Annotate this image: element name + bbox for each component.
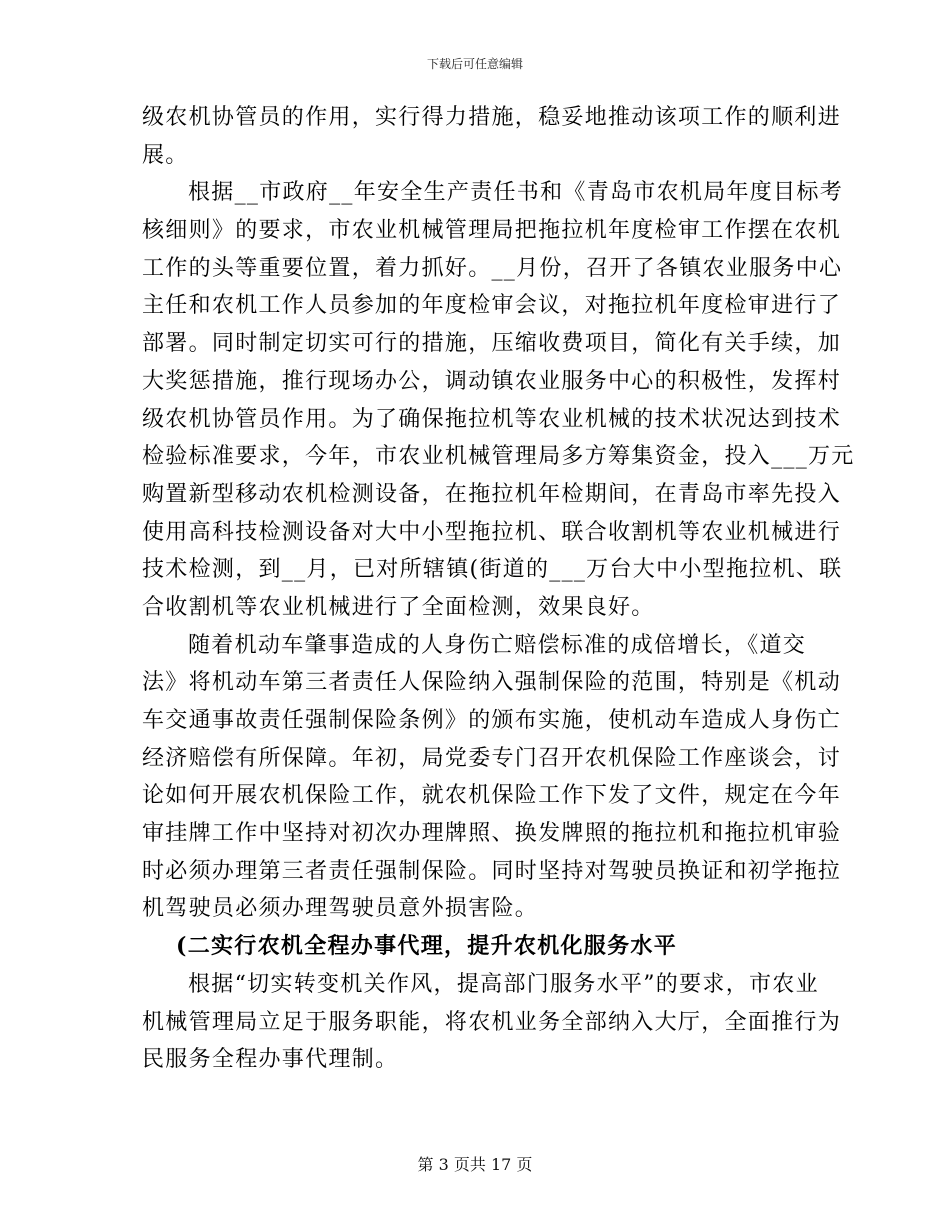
text-line: 机驾驶员必须办理驾驶员意外损害险。 <box>142 896 539 922</box>
text-line: 核细则》的要求，市农业机械管理局把拖拉机年度检审工作摆在农机 <box>142 218 842 244</box>
text-line: 使用高科技检测设备对大中小型拖拉机、联合收割机等农业机械进行 <box>142 519 842 545</box>
text-line: 合收割机等农业机械进行了全面检测，效果良好。 <box>142 594 655 620</box>
text-line: 展。 <box>142 142 189 168</box>
text-line: 审挂牌工作中坚持对初次办理牌照、换发牌照的拖拉机和拖拉机审验 <box>142 821 842 847</box>
text-line: 经济赔偿有所保障。年初，局党委专门召开农机保险工作座谈会，讨 <box>142 745 842 771</box>
text-line: 检验标准要求，今年，市农业机械管理局多方筹集资金，投入___万元 <box>142 444 855 470</box>
text-line: 级农机协管员的作用，实行得力措施，稳妥地推动该项工作的顺利进 <box>142 105 842 130</box>
text-line: 民服务全程办事代理制。 <box>142 1047 399 1073</box>
section-heading: (二实行农机全程办事代理，提升农机化服务水平 <box>176 933 678 960</box>
paragraph-start: 根据“切实转变机关作风，提高部门服务水平”的要求，市农业 <box>188 971 819 997</box>
text-line: 级农机协管员作用。为了确保拖拉机等农业机械的技术状况达到技术 <box>142 406 842 432</box>
text-line: 技术检测，到__月，已对所辖镇(街道的___万台大中小型拖拉机、联 <box>142 557 843 583</box>
text-line: 法》将机动车第三者责任人保险纳入强制保险的范围，特别是《机动 <box>142 670 842 696</box>
text-line: 主任和农机工作人员参加的年度检审会议，对拖拉机年度检审进行了 <box>142 293 842 319</box>
paragraph-start: 随着机动车肇事造成的人身伤亡赔偿标准的成倍增长，《道交 <box>188 632 807 658</box>
text-line: 部署。同时制定切实可行的措施，压缩收费项目，简化有关手续，加 <box>142 331 842 357</box>
text-line: 机械管理局立足于服务职能，将农机业务全部纳入大厅，全面推行为 <box>142 1009 842 1035</box>
page-footer: 第 3 页共 17 页 <box>417 1155 533 1174</box>
text-line: 大奖惩措施，推行现场办公，调动镇农业服务中心的积极性，发挥村 <box>142 368 842 394</box>
text-line: 论如何开展农机保险工作，就农机保险工作下发了文件，规定在今年 <box>142 783 842 809</box>
text-line: 购置新型移动农机检测设备，在拖拉机年检期间，在青岛市率先投入 <box>142 481 842 507</box>
paragraph-start: 根据__市政府__年安全生产责任书和《青岛市农机局年度目标考 <box>188 180 844 206</box>
text-line: 时必须办理第三者责任强制保险。同时坚持对驾驶员换证和初学拖拉 <box>142 858 842 884</box>
document-body <box>142 99 855 1079</box>
page-header: 下载后可任意编辑 <box>426 57 523 71</box>
text-line: 车交通事故责任强制保险条例》的颁布实施，使机动车造成人身伤亡 <box>142 708 842 733</box>
text-line: 工作的头等重要位置，着力抓好。__月份，召开了各镇农业服务中心 <box>142 255 843 281</box>
